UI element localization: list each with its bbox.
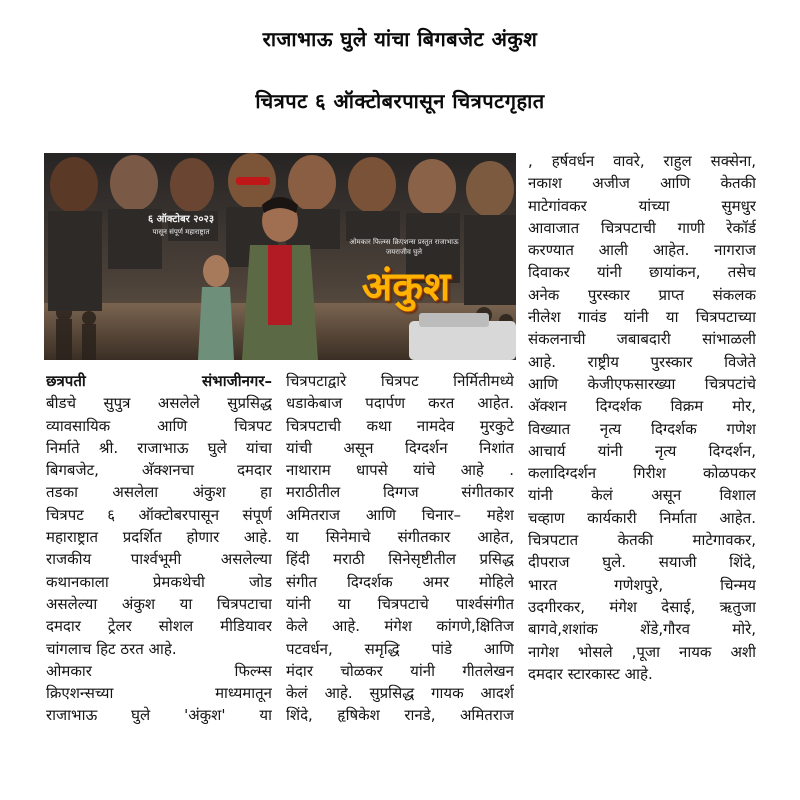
- article-line: माटेगांवकर यांच्या सुमधुर: [528, 196, 756, 215]
- poster-release-date: [126, 213, 236, 239]
- article-line: मंदार चोळकर यांनी गीतलेखन: [286, 661, 514, 680]
- poster-presents: ओमकार फिल्म्स क्रिएशन्स प्रस्तुत राजाभाऊ जयराजीव घुले: [349, 238, 459, 256]
- article-line: आचार्य यांनी नृत्य दिग्दर्शन,: [528, 441, 756, 460]
- article-line: उदगीरकर, मंगेश देसाई, ऋतुजा: [528, 597, 756, 616]
- article-line: दमदार स्टारकास्ट आहे.: [528, 664, 653, 683]
- article-line: बीडचे सुपुत्र असलेले सुप्रसिद्ध: [46, 394, 272, 413]
- article-line: संगीत दिग्दर्शक अमर मोहिले: [286, 572, 514, 591]
- headline-line-1: राजाभाऊ घुले यांचा बिगबजेट अंकुश: [262, 27, 538, 51]
- article-line: व्यावसायिक आणि चित्रपट: [46, 416, 272, 435]
- article-line: नाथाराम धापसे यांचे आहे .: [286, 461, 514, 480]
- article-line: मराठीतील दिग्गज संगीतकार: [286, 483, 514, 502]
- article-line: असलेल्या अंकुश या चित्रपटाचा: [46, 594, 272, 613]
- movie-poster: [44, 153, 516, 360]
- article-line: निर्माते श्री. राजाभाऊ घुले यांचा: [46, 438, 272, 457]
- poster-release-sub: पासून संपूर्ण महाराष्ट्रात: [152, 228, 210, 236]
- article-line: कथानकाला प्रेमकथेची जोड: [46, 572, 272, 591]
- article-line: राजाभाऊ घुले 'अंकुश' या: [46, 706, 272, 725]
- article-line: ओमकार फिल्म्स: [46, 661, 272, 680]
- article-line: राजकीय पार्श्वभूमी असलेल्या: [46, 550, 272, 569]
- article-line: अमितराज आणि चिनार– महेश: [286, 505, 514, 524]
- article-line: करण्यात आली आहेत. नागराज: [528, 241, 756, 260]
- article-line: भारत गणेशपुरे, चिन्मय: [528, 575, 756, 594]
- article-line: महाराष्ट्रात प्रदर्शित होणार आहे.: [46, 528, 272, 547]
- article-line: , हर्षवर्धन वावरे, राहुल सक्सेना,: [528, 152, 756, 170]
- article-line: केलं आहे. सुप्रसिद्ध गायक आदर्श: [286, 684, 514, 703]
- article-line: या सिनेमाचे संगीतकार आहेत,: [286, 528, 514, 547]
- article-line: चित्रपट ६ ऑक्टोबरपासून संपूर्ण: [46, 505, 272, 524]
- article-line: हिंदी मराठी सिनेसृष्टीतील प्रसिद्ध: [286, 550, 514, 569]
- article-column-3: [528, 150, 756, 685]
- article-line: तडका असलेला अंकुश हा: [46, 483, 272, 502]
- headline-line-2: चित्रपट ६ ऑक्टोबरपासून चित्रपटगृहात: [255, 89, 545, 113]
- article-line: आणि केजीएफसारख्या चित्रपटांचे: [528, 374, 756, 393]
- article-line: चव्हाण कार्यकारी निर्माता आहेत.: [528, 508, 756, 527]
- article-line: विख्यात नृत्य दिग्दर्शक गणेश: [528, 419, 756, 438]
- article-line: छत्रपती संभाजीनगर–: [46, 372, 272, 390]
- article-line: नीलेश गावंड यांनी या चित्रपटाच्या: [528, 308, 756, 327]
- article-line: पटवर्धन, समृद्धि पांडे आणि: [286, 639, 514, 658]
- article-line: चित्रपटात केतकी माटेगावकर,: [528, 531, 756, 550]
- article-line: बिगबजेट, अ‍ॅक्शनचा दमदार: [46, 461, 272, 480]
- article-line: चित्रपटाची कथा नामदेव मुरकुटे: [286, 416, 514, 435]
- article-line: आवाजात चित्रपटाची गाणी रेकॉर्ड: [528, 218, 756, 237]
- article-column-2: [286, 370, 514, 727]
- article-line: यांनी या चित्रपटाचे पार्श्वसंगीत: [286, 594, 514, 613]
- article-line: दिवाकर यांनी छायांकन, तसेच: [528, 263, 756, 282]
- article-line: कलादिग्दर्शन गिरीश कोळपकर: [528, 464, 756, 483]
- article-line: दमदार ट्रेलर सोशल मीडियावर: [46, 617, 272, 636]
- article-line: यांनी केलं असून विशाल: [528, 486, 756, 505]
- article-column-1: [46, 370, 272, 727]
- article-line: संकलनाची जबाबदारी सांभाळली: [528, 330, 756, 349]
- article-line: यांची असून दिग्दर्शन निशांत: [286, 438, 514, 457]
- article-line: धडाकेबाज पदार्पण करत आहेत.: [286, 394, 514, 413]
- article-line: चित्रपटाद्वारे चित्रपट निर्मितीमध्ये: [286, 372, 514, 390]
- article-line: अ‍ॅक्शन दिग्दर्शक विक्रम मोर,: [528, 397, 756, 416]
- article-line: अनेक पुरस्कार प्राप्त संकलक: [528, 285, 756, 304]
- poster-release-date-text: ६ ऑक्टोबर २०२३: [147, 214, 215, 225]
- article-line: आहे. राष्ट्रीय पुरस्कार विजेते: [528, 352, 756, 371]
- article-line: बागवे,शशांक शेंडे,गौरव मोरे,: [528, 620, 756, 639]
- article-line: क्रिएशन्सच्या माध्यमातून: [46, 684, 272, 703]
- article-line: नकाश अजीज आणि केतकी: [528, 174, 756, 193]
- article-line: चांगलाच हिट ठरत आहे.: [46, 639, 177, 658]
- article-line: केले आहे. मंगेश कांगणे,क्षितिज: [286, 617, 514, 636]
- article-line: नागेश भोसले ,पूजा नायक अशी: [528, 642, 756, 661]
- article-line: दीपराज घुले. सयाजी शिंदे,: [528, 553, 756, 572]
- poster-title-logo: अंकुश: [361, 264, 451, 310]
- article-line: शिंदे, हृषिकेश रानडे, अमितराज: [286, 706, 514, 725]
